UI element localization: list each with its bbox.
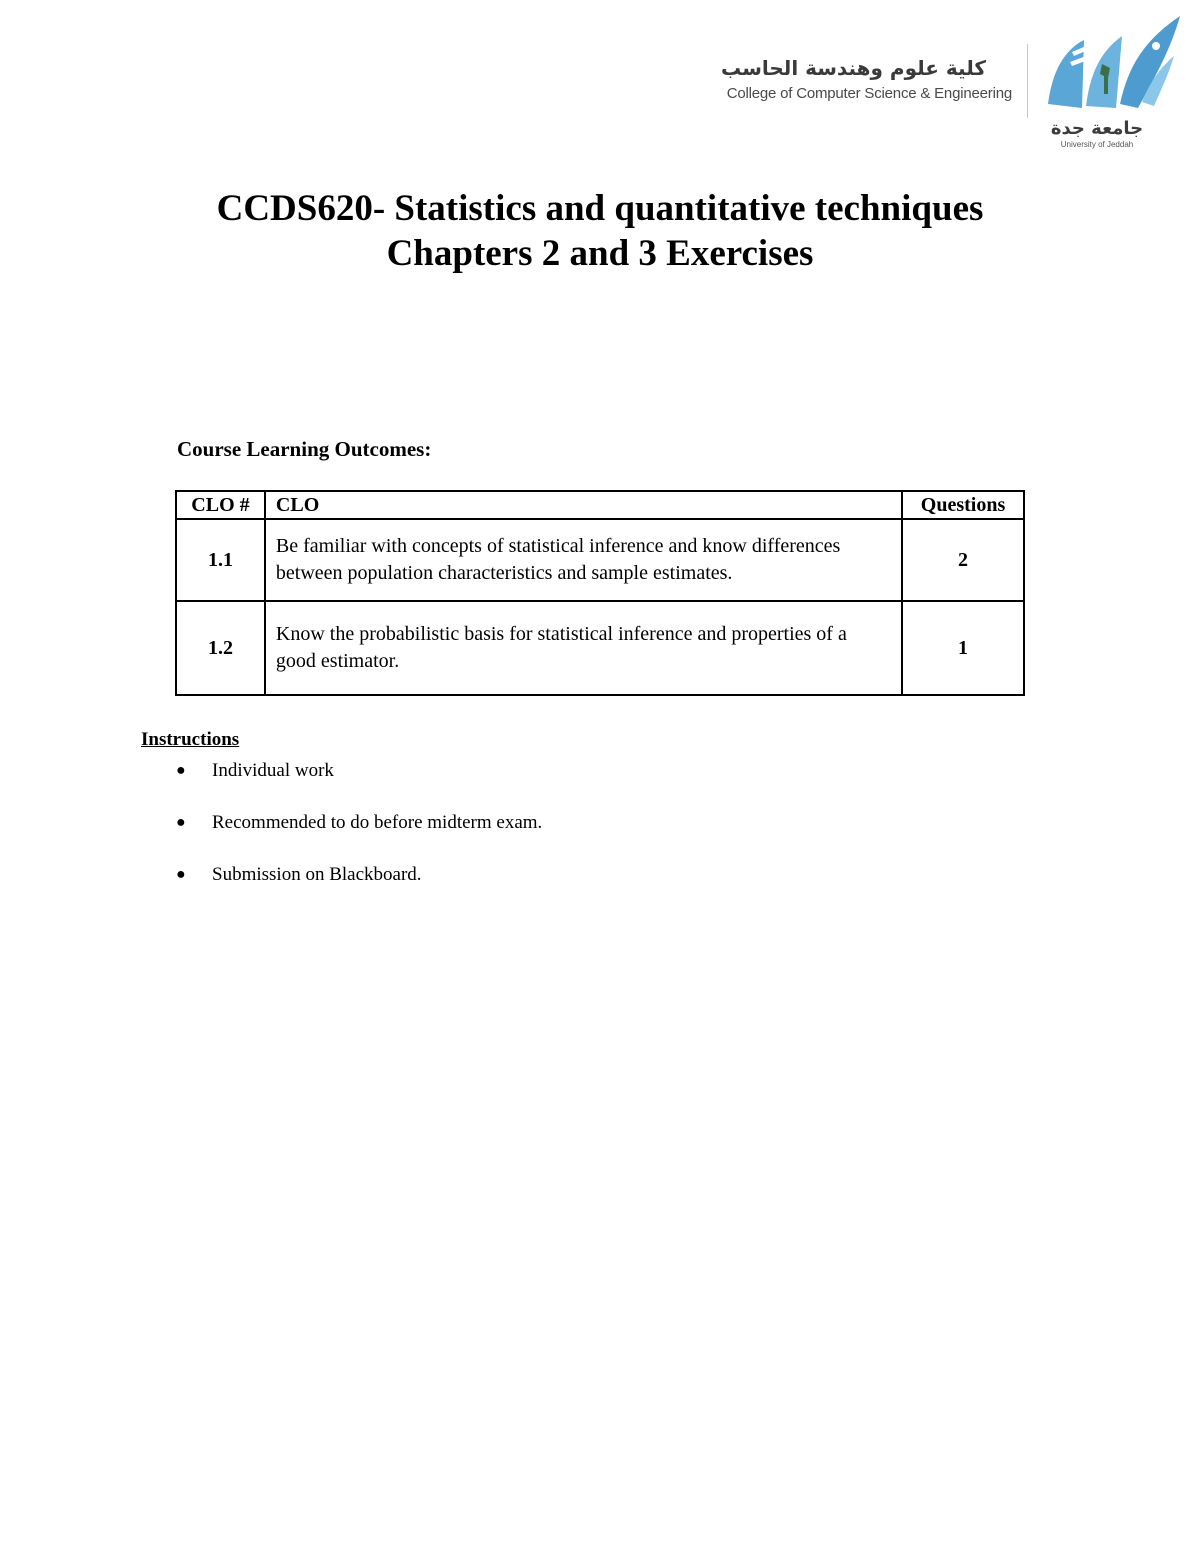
bullet-icon: ● <box>176 762 186 779</box>
column-header-clo: CLO <box>265 491 902 519</box>
title-line-1: CCDS620- Statistics and quantitative techniques <box>216 188 984 229</box>
bullet-icon: ● <box>176 866 186 883</box>
list-item <box>141 810 542 836</box>
instructions-heading: Instructions <box>141 729 240 750</box>
list-item <box>141 758 542 784</box>
list-item-text: Submission on Blackboard. <box>212 864 422 885</box>
table-row <box>176 601 1024 695</box>
clo-table <box>175 490 1025 696</box>
document-title <box>0 186 1200 276</box>
bullet-icon: ● <box>176 814 186 831</box>
column-header-questions: Questions <box>902 491 1024 519</box>
list-item <box>141 862 542 888</box>
column-header-clo-number: CLO # <box>176 491 265 519</box>
title-line-2: Chapters 2 and 3 Exercises <box>386 233 814 274</box>
table-row <box>176 519 1024 601</box>
instructions-list <box>141 758 542 888</box>
college-name <box>700 54 1012 104</box>
clo-text-cell: Know the probabilistic basis for statistical inference and properties of a good estimator. <box>265 601 902 695</box>
university-of-jeddah-logo-icon <box>1042 12 1182 116</box>
clo-questions-cell: 1 <box>902 601 1024 695</box>
college-name-arabic: كلية علوم وهندسة الحاسب <box>721 56 986 80</box>
list-item-text: Recommended to do before midterm exam. <box>212 812 543 833</box>
university-logo <box>1042 12 1182 152</box>
clo-number-cell: 1.1 <box>176 519 265 601</box>
header-divider <box>1027 44 1028 118</box>
university-name-arabic: جامعة جدة <box>1050 118 1144 139</box>
list-item-text: Individual work <box>212 760 334 781</box>
clo-number-cell: 1.2 <box>176 601 265 695</box>
clo-questions-cell: 2 <box>902 519 1024 601</box>
clo-heading: Course Learning Outcomes: <box>177 437 432 461</box>
college-name-english: College of Computer Science & Engineering <box>726 85 1012 102</box>
university-name-english: University of Jeddah <box>1060 140 1134 149</box>
table-header-row <box>176 491 1024 519</box>
clo-text-cell: Be familiar with concepts of statistical inference and know differences between population characteristics and sample estimates. <box>265 519 902 601</box>
